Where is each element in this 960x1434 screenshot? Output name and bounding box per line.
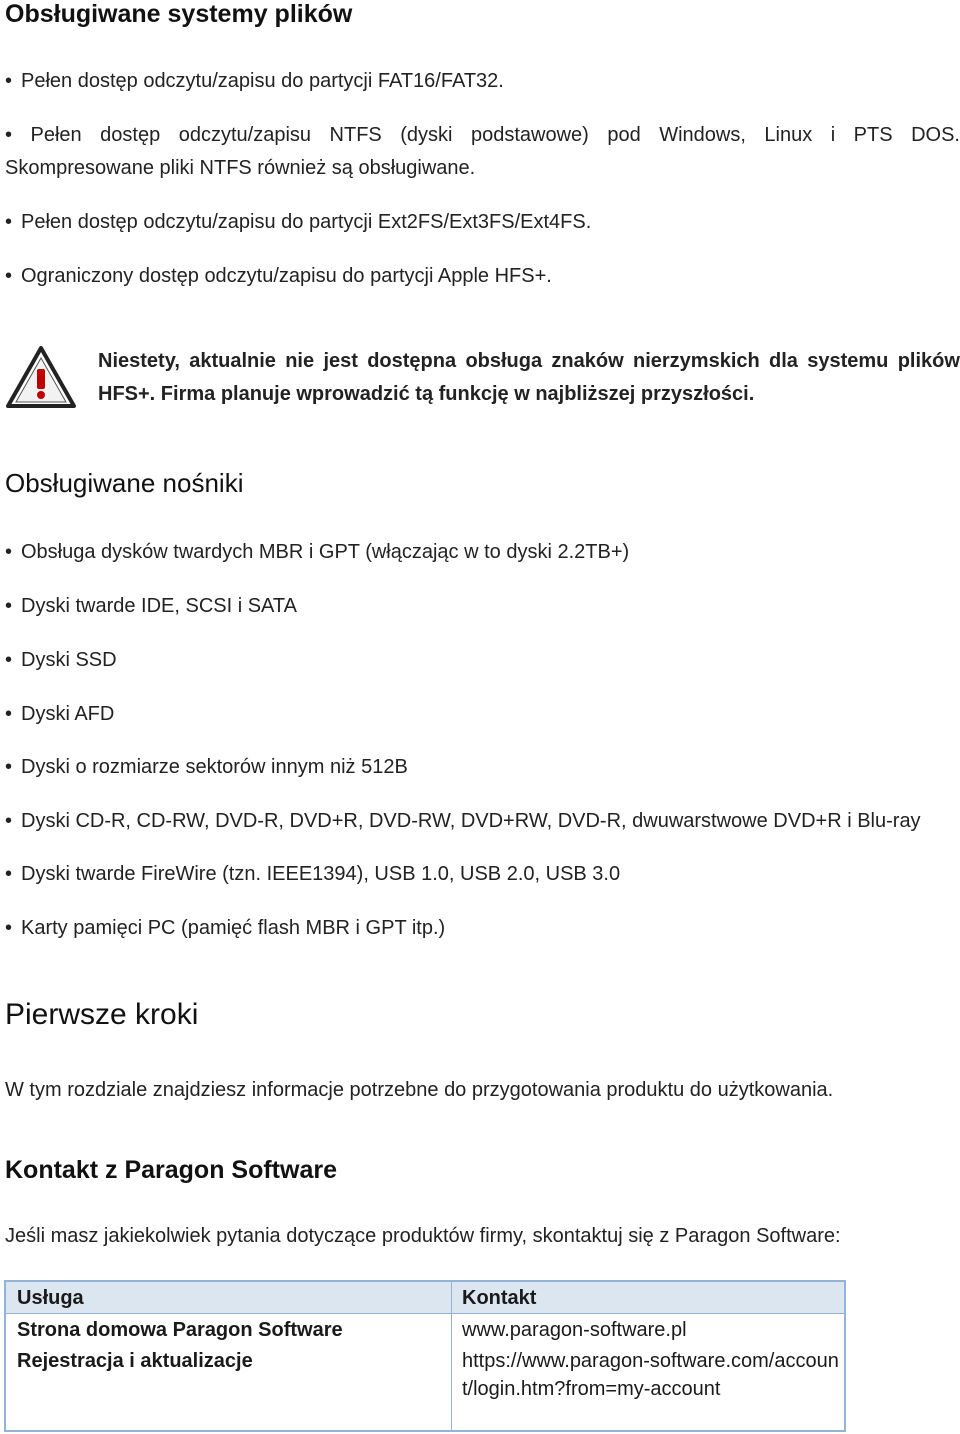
media-item: • Dyski o rozmiarze sektorów innym niż 512B <box>5 756 408 779</box>
table-row <box>6 1345 844 1432</box>
first-steps-text: W tym rozdziale znajdziesz informacje potrzebne do przygotowania produktu do użytkowania. <box>5 1079 834 1101</box>
word: nierzymskich <box>632 350 760 372</box>
warning-text-line1 <box>98 350 960 373</box>
media-heading: Obsługiwane nośniki <box>5 468 244 498</box>
contact-heading: Kontakt z Paragon Software <box>5 1156 337 1184</box>
word: obsługa <box>465 350 543 372</box>
word: podstawowe) <box>470 124 589 146</box>
word: nie <box>285 350 315 372</box>
warning-exclamation-dot <box>37 391 45 399</box>
filesystems-heading: Obsługiwane systemy plików <box>5 0 353 28</box>
table-header-row <box>6 1282 844 1314</box>
media-item: • Dyski CD-R, CD-RW, DVD-R, DVD+R, DVD-RW, DVD+RW, DVD-R, dwuwarstwowe DVD+R i Blu-ray <box>5 810 921 833</box>
table-header-service: Usługa <box>17 1287 84 1309</box>
word: jest <box>323 350 358 372</box>
word: Niestety, <box>98 350 180 372</box>
word: i <box>830 124 836 146</box>
first-steps-heading: Pierwsze kroki <box>5 998 199 1031</box>
word: plików <box>897 350 960 372</box>
media-item: • Obsługa dysków twardych MBR i GPT (włączając w to dyski 2.2TB+) <box>5 541 629 564</box>
filesystem-item-ext: • Pełen dostęp odczytu/zapisu do partycji Ext2FS/Ext3FS/Ext4FS. <box>5 211 591 234</box>
word: aktualnie <box>189 350 276 372</box>
table-column-divider <box>451 1282 452 1430</box>
media-item: • Dyski AFD <box>5 703 114 726</box>
word: znaków <box>551 350 624 372</box>
table-cell-service: Rejestracja i aktualizacje <box>17 1350 253 1372</box>
word: (dyski <box>400 124 453 146</box>
media-item: • Karty pamięci PC (pamięć flash MBR i GPT itp.) <box>5 917 445 940</box>
filesystem-item-ntfs-line2: Skompresowane pliki NTFS również są obsługiwane. <box>5 157 476 179</box>
table-row <box>6 1314 844 1344</box>
word: PTS <box>853 124 893 146</box>
warning-exclamation-bar <box>37 369 45 389</box>
word: dla <box>769 350 798 372</box>
bullet-mark: • <box>5 124 13 146</box>
word: pod <box>607 124 641 146</box>
contact-intro: Jeśli masz jakiekolwiek pytania dotyczące produktów firmy, skontaktuj się z Paragon Software: <box>5 1225 841 1247</box>
media-item: • Dyski SSD <box>5 649 117 672</box>
table-header-contact: Kontakt <box>462 1287 537 1309</box>
word: odczytu/zapisu <box>178 124 312 146</box>
word: systemu <box>807 350 889 372</box>
account-link[interactable]: https://www.paragon-software.com/account/login.htm?from=my-account <box>462 1350 839 1400</box>
homepage-link[interactable]: www.paragon-software.pl <box>462 1319 687 1341</box>
table-cell-service: Strona domowa Paragon Software <box>17 1319 343 1341</box>
filesystem-item-hfs: • Ograniczony dostęp odczytu/zapisu do partycji Apple HFS+. <box>5 265 552 288</box>
word: dostęp <box>100 124 161 146</box>
word: Linux <box>764 124 813 146</box>
filesystem-item-fat: • Pełen dostęp odczytu/zapisu do partycji FAT16/FAT32. <box>5 70 504 93</box>
media-item: • Dyski twarde FireWire (tzn. IEEE1394), USB 1.0, USB 2.0, USB 3.0 <box>5 863 620 886</box>
word: NTFS <box>329 124 382 146</box>
word: Windows, <box>659 124 746 146</box>
word: DOS. <box>911 124 960 146</box>
media-item: • Dyski twarde IDE, SCSI i SATA <box>5 595 297 618</box>
word: dostępna <box>367 350 457 372</box>
filesystem-item-ntfs-line1 <box>5 124 960 147</box>
warning-triangle-icon <box>5 345 77 409</box>
warning-text-line2: HFS+. Firma planuje wprowadzić tą funkcję w najbliższej przyszłości. <box>98 383 755 405</box>
word: Pełen <box>30 124 82 146</box>
contact-table <box>4 1280 846 1432</box>
